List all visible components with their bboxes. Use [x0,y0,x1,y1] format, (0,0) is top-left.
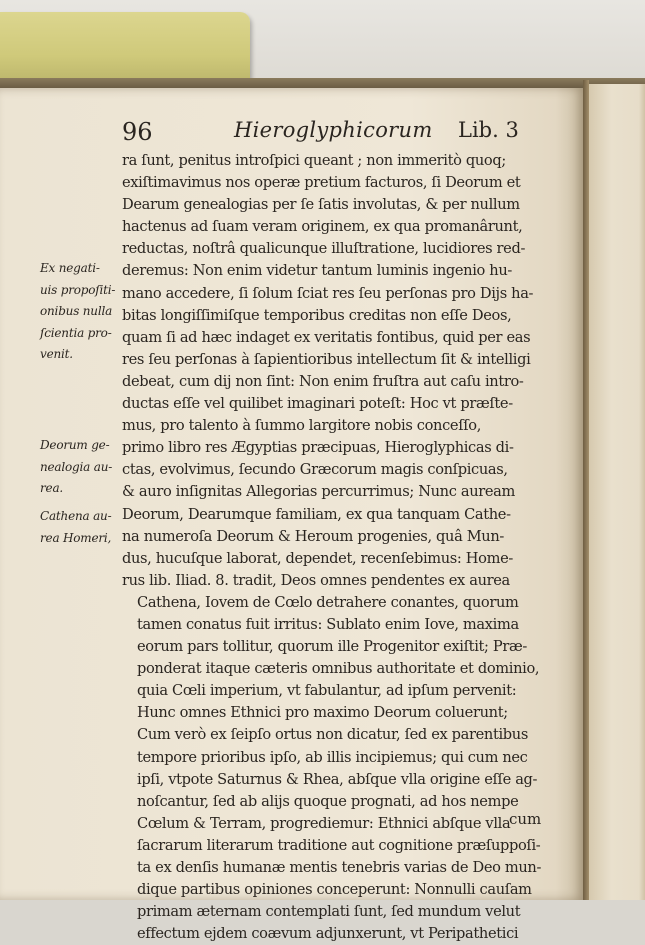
text-line: Deorum, Dearumque familiam, ex qua tanquam Cathe- [122,505,511,523]
margin-note-line: ſcientia pro- [40,325,112,340]
text-line: exiſtimavimus nos operæ pretium facturos, ſi Deorum et [122,174,521,192]
text-line: Cathena, Iovem de Cœlo detrahere conantes, quorum [137,593,519,611]
text-line: quia Cœli imperium, vt fabulantur, ad ipſum pervenit: [137,682,517,700]
text-line: noſcantur, ſed ab alijs quoque prognati, ad hos nempe [137,792,519,810]
text-line: ſacrarum literarum traditione aut cognitione præſuppoſi- [137,836,541,854]
text-line: primo libro res Ægyptias præcipuas, Hieroglyphicas di- [122,439,514,457]
text-line: ductas eſſe vel quilibet imaginari poteſt: Hoc vt præſte- [122,395,513,413]
text-line: ra ſunt, penitus introſpici queant ; non immeritò quoq; [122,152,506,169]
margin-note-cathena [40,506,126,549]
text-line: eorum pars tollitur, quorum ille Progenitor exiſtit; Præ- [137,638,527,656]
margin-note-negativis [40,258,126,366]
catchword: cum [509,810,542,828]
text-line: ipſi, vtpote Saturnus & Rhea, abſque vlla origine eſſe ag- [137,770,538,788]
text-line: bitas longiſſimiſque temporibus creditas non eſſe Deos, [122,306,512,324]
right-page-edge [589,84,645,900]
text-line: Hunc omnes Ethnici pro maximo Deorum coluerunt; [137,704,508,722]
green-book-support [0,12,250,86]
margin-note-genealogia [40,435,126,500]
margin-note-line: venit. [40,347,73,361]
margin-note-line: nealogia au- [40,459,113,474]
margin-note-line: Ex negati- [40,261,100,275]
margin-note-line: Deorum ge- [40,438,110,452]
text-line: dique partibus opiniones conceperunt: Nonnulli cauſam [137,881,532,899]
text-line: & auro inſignitas Allegorias percurrimus; Nunc auream [122,483,515,501]
text-line: tamen conatus fuit irritus: Sublato enim Iove, maxima [137,615,519,633]
book-gutter [583,80,589,900]
text-line: primam æternam contemplati ſunt, ſed mundum velut [137,903,521,921]
text-line: tempore prioribus ipſo, ab illis incipiemus; qui cum nec [137,748,528,766]
text-line: Cum verò ex ſeipſo ortus non dicatur, ſed ex parentibus [137,726,528,744]
text-line: effectum ejdem coævum adjunxerunt, vt Peripathetici [137,925,519,943]
text-line: deremus: Non enim videtur tantum luminis ingenio hu- [122,262,512,280]
text-line: ta ex denſis humanæ mentis tenebris varias de Deo mun- [137,859,542,876]
text-line: reductas, noſtrâ qualicunque illuſtratione, lucidiores red- [122,240,526,258]
text-line: res ſeu perſonas à ſapientioribus intellectum ſit & intelligi [122,350,531,368]
text-line: hactenus ad ſuam veram originem, ex qua promanârunt, [122,218,523,236]
text-line: ctas, evolvimus, ſecundo Græcorum magis conſpicuas, [122,461,508,479]
text-line: mus, pro talento à ſummo largitore nobis conceſſo, [122,417,482,435]
margin-note-line: rea Homeri, [40,530,112,545]
text-line: rus lib. Iliad. 8. tradit, Deos omnes pendentes ex aurea [122,571,510,589]
margin-note-line: uis propoſiti- [40,282,116,297]
text-line: dus, hucuſque laborat, dependet, recenſebimus: Home- [122,549,513,567]
page-number: 96 [122,118,153,146]
main-text-block [122,150,542,945]
margin-note-line: rea. [40,481,64,495]
text-line: na numeroſa Deorum & Heroum progenies, quâ Mun- [122,527,504,545]
margin-note-line: Cathena au- [40,509,112,523]
text-line: Cœlum & Terram, progrediemur: Ethnici abſque vlla [137,814,511,832]
running-title: Hieroglyphicorum [234,118,433,142]
margin-note-line: onibus nulla [40,304,113,318]
book-label: Lib. 3 [458,118,519,142]
text-line: mano accedere, ſi ſolum ſciat res ſeu perſonas pro Dijs ha- [122,284,534,302]
text-line: quam ſi ad hæc indaget ex veritatis fontibus, quid per eas [122,328,531,346]
text-line: debeat, cum dij non ſint: Non enim fruſtra aut caſu intro- [122,372,524,390]
text-line: Dearum genealogias per ſe ſatis involutas, & per nullum [122,196,520,214]
text-line: ponderat itaque cæteris omnibus authoritate et dominio, [137,660,540,678]
